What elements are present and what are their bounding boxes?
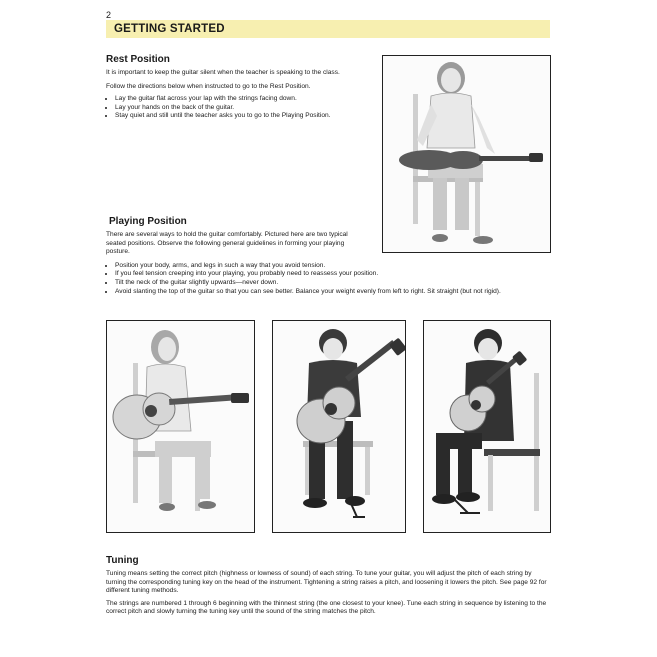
rest-paragraph-2: Follow the directions below when instructed to go to the Rest Position.	[106, 82, 311, 90]
tuning-section	[106, 555, 550, 617]
playing-position-heading: Playing Position	[109, 216, 187, 227]
playing-bullet-list	[106, 262, 546, 296]
list-item: • Stay quiet and still until the teacher asks you to go to the Playing Position.	[115, 112, 374, 121]
seated-position-photo-1	[106, 320, 255, 533]
tuning-paragraph-2: The strings are numbered 1 through 6 beginning with the thinnest string (the one closest to your knee). Tune each string in sequence by listening to the correct pitch and slowly turning the tuning key until the sound of the string matches the pitch.	[106, 599, 547, 616]
playing-paragraph-1: There are several ways to hold the guitar comfortably. Pictured here are two typical seated positions. Observe the following general guidelines in forming your playing posture.	[106, 231, 348, 256]
tuning-paragraph-1: Tuning means setting the correct pitch (highness or lowness of sound) of each string. To tune your guitar, you will adjust the pitch of each string by turning the corresponding tuning key on the head of the instrument. Tightening a string raises a pitch, and loosening it lowers the pitch. See page 92 for different tuning methods.	[106, 570, 547, 595]
section-banner	[106, 20, 550, 38]
seated-position-photo-3	[423, 320, 551, 533]
rest-position-heading: Rest Position	[106, 54, 170, 65]
list-item: • Position your body, arms, and legs in such a way that you avoid tension.	[115, 262, 546, 271]
rest-bullet-list	[106, 95, 374, 121]
banner-title: GETTING STARTED	[114, 23, 225, 35]
list-item: • Lay your hands on the back of the guitar.	[115, 104, 374, 113]
rest-paragraph-1: It is important to keep the guitar silent when the teacher is speaking to the class.	[106, 69, 340, 76]
seated-position-photo-2	[272, 320, 406, 533]
list-item: • Tilt the neck of the guitar slightly upwards—never down.	[115, 279, 546, 288]
tuning-heading: Tuning	[106, 555, 139, 566]
page-number: 2	[106, 10, 112, 20]
list-item: • If you feel tension creeping into your playing, you probably need to reassess your position.	[115, 270, 546, 279]
list-item: • Avoid slanting the top of the guitar so that you can see better. Balance your weight evenly from left to right. Sit straight (but not rigid).	[115, 288, 546, 297]
rest-position-section	[106, 54, 374, 121]
playing-position-section	[106, 216, 546, 296]
list-item: • Lay the guitar flat across your lap with the strings facing down.	[115, 95, 374, 104]
